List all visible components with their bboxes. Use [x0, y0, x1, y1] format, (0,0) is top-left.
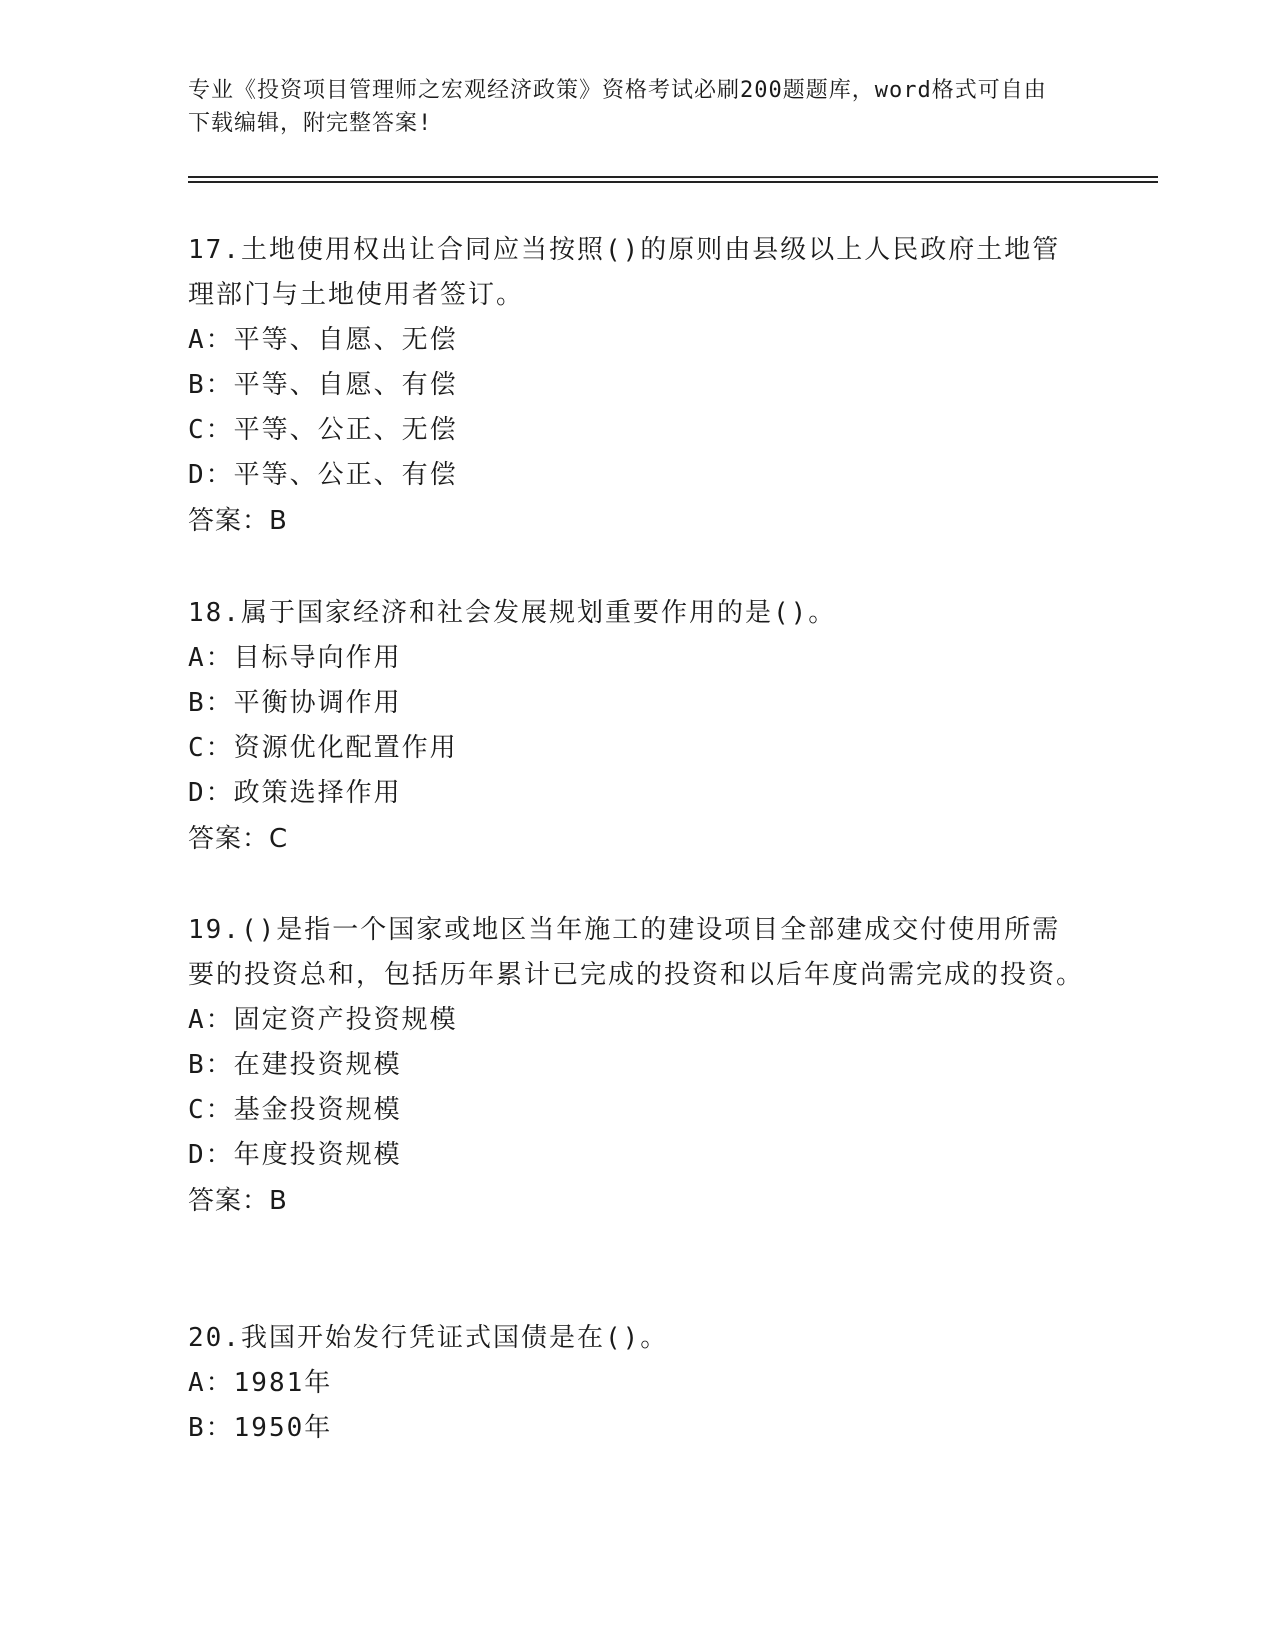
option-c: C：基金投资规模: [188, 1095, 402, 1125]
answer-value: B: [269, 1186, 288, 1216]
question-stem: 19.()是指一个国家或地区当年施工的建设项目全部建成交付使用所需要的投资总和，包括历年累计已完成的投资和以后年度尚需完成的投资。: [188, 915, 1085, 990]
option-a: A：固定资产投资规模: [188, 1005, 458, 1035]
question-20: [188, 1316, 1088, 1451]
option-a: A：1981年: [188, 1368, 333, 1398]
option-b: B：平衡协调作用: [188, 688, 402, 718]
header-divider-top: [188, 176, 1158, 178]
option-d: D：年度投资规模: [188, 1140, 402, 1170]
option-b: B：平等、自愿、有偿: [188, 370, 458, 400]
option-d: D：政策选择作用: [188, 778, 402, 808]
answer-line: [188, 1178, 1088, 1224]
option-d: D：平等、公正、有偿: [188, 460, 458, 490]
option-a: A：平等、自愿、无偿: [188, 325, 458, 355]
answer-line: [188, 816, 1088, 862]
question-stem: 18.属于国家经济和社会发展规划重要作用的是()。: [188, 598, 837, 628]
question-18: [188, 591, 1088, 862]
option-b: B：在建投资规模: [188, 1050, 402, 1080]
question-stem: 17.土地使用权出让合同应当按照()的原则由县级以上人民政府土地管理部门与土地使用者签订。: [188, 235, 1061, 310]
answer-value: B: [269, 506, 288, 536]
question-stem: 20.我国开始发行凭证式国债是在()。: [188, 1323, 669, 1353]
option-b: B：1950年: [188, 1413, 333, 1443]
question-17: [188, 228, 1088, 544]
option-a: A：目标导向作用: [188, 643, 402, 673]
answer-label: 答案：: [188, 1186, 270, 1216]
answer-value: C: [269, 824, 289, 854]
answer-label: 答案：: [188, 506, 270, 536]
header-divider-bottom: [188, 181, 1158, 183]
option-c: C：资源优化配置作用: [188, 733, 458, 763]
answer-label: 答案：: [188, 824, 270, 854]
document-header: 专业《投资项目管理师之宏观经济政策》资格考试必刷200题题库，word格式可自由下载编辑，附完整答案!: [188, 78, 1047, 136]
question-19: [188, 908, 1088, 1224]
answer-line: [188, 498, 1088, 544]
option-c: C：平等、公正、无偿: [188, 415, 458, 445]
